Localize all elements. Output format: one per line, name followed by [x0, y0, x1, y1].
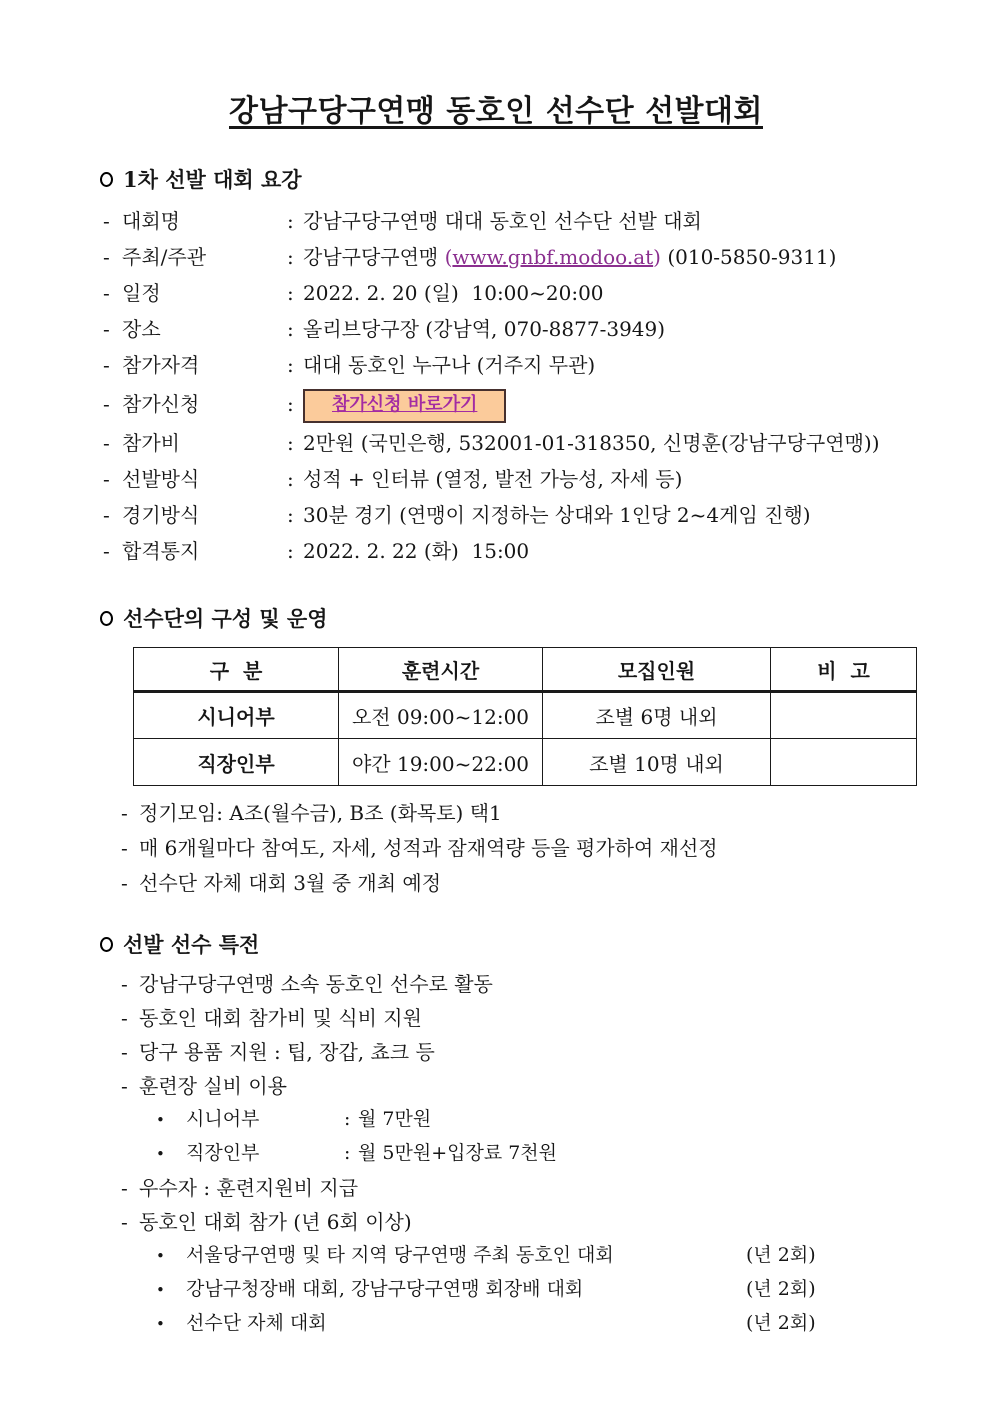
cell-size: 조별 6명 내외: [543, 692, 771, 739]
training-fee-worker: • 직장인부 : 월 5만원+입장료 7천원: [100, 1137, 932, 1171]
cell-note: [771, 739, 917, 786]
dash-marker: -: [103, 392, 110, 416]
benefit-item: - 동호인 대회 참가비 및 식비 지원: [100, 1001, 932, 1035]
cell-note: [771, 692, 917, 739]
note-row: - 정기모임: A조(월수금), B조 (화목토) 택1: [100, 796, 932, 831]
benefit-item: - 우수자 : 훈련지원비 지급: [100, 1171, 932, 1205]
dash-marker: -: [121, 972, 128, 996]
dash-marker: -: [103, 503, 110, 527]
benefit-item-training-fee: - 훈련장 실비 이용: [100, 1069, 932, 1103]
dash-marker: -: [121, 1210, 128, 1234]
dash-marker: -: [103, 431, 110, 455]
open-circle-icon: [100, 611, 113, 626]
section2-heading-label: 선수단의 구성 및 운영: [123, 606, 328, 631]
bullet-marker: •: [156, 1111, 165, 1129]
section2-heading: [100, 605, 932, 633]
dash-marker: -: [121, 836, 128, 860]
event-item: • 선수단 자체 대회 (년 2회): [100, 1307, 932, 1341]
page-title: 강남구당구연맹 동호인 선수단 선발대회: [229, 94, 763, 129]
dash-marker: -: [121, 1074, 128, 1098]
info-row-result-notice: - 합격통지 : 2022. 2. 22 (화) 15:00: [100, 533, 932, 569]
col-header-group: 구 분: [134, 648, 339, 692]
note-row: - 매 6개월마다 참여도, 자세, 성적과 잠재역량 등을 평가하여 재선정: [100, 831, 932, 866]
dash-marker: -: [121, 871, 128, 895]
document-body: [0, 166, 992, 1341]
table-header-row: [134, 648, 917, 692]
event-count: (년 2회): [746, 1244, 816, 1266]
team-structure-table: [133, 647, 917, 786]
info-row-schedule: - 일정 : 2022. 2. 20 (일) 10:00~20:00: [100, 275, 932, 311]
cell-time: 오전 09:00~12:00: [339, 692, 543, 739]
col-header-remarks: 비 고: [771, 648, 917, 692]
section3-benefit-list: [100, 967, 932, 1341]
info-row-selection-method: - 선발방식 : 성적 + 인터뷰 (열정, 발전 가능성, 자세 등): [100, 461, 932, 497]
event-item: • 강남구청장배 대회, 강남구당구연맹 회장배 대회 (년 2회): [100, 1273, 932, 1307]
section1-info-list: [100, 203, 932, 569]
cell-size: 조별 10명 내외: [543, 739, 771, 786]
note-row: - 선수단 자체 대회 3월 중 개최 예정: [100, 866, 932, 901]
section3-heading: [100, 931, 932, 959]
bullet-marker: •: [156, 1315, 165, 1333]
section2-notes: [100, 796, 932, 901]
open-circle-icon: [100, 937, 113, 952]
dash-marker: -: [121, 1006, 128, 1030]
dash-marker: -: [103, 353, 110, 377]
cell-time: 야간 19:00~22:00: [339, 739, 543, 786]
section1-heading: [100, 166, 932, 194]
bullet-marker: •: [156, 1145, 165, 1163]
info-row-eligibility: - 참가자격 : 대대 동호인 누구나 (거주지 무관): [100, 347, 932, 383]
apply-button[interactable]: 참가신청 바로가기: [303, 389, 506, 423]
training-fee-senior: • 시니어부 : 월 7만원: [100, 1103, 932, 1137]
dash-marker: -: [121, 1040, 128, 1064]
benefit-item: - 강남구당구연맹 소속 동호인 선수로 활동: [100, 967, 932, 1001]
bullet-marker: •: [156, 1281, 165, 1299]
event-count: (년 2회): [746, 1312, 816, 1334]
info-row-apply: - 참가신청 : 참가신청 바로가기: [100, 383, 932, 425]
table-row-senior: [134, 692, 917, 739]
info-row-fee: - 참가비 : 2만원 (국민은행, 532001-01-318350, 신명훈(강남구당구연맹)): [100, 425, 932, 461]
cell-group: 시니어부: [134, 692, 339, 739]
dash-marker: -: [103, 209, 110, 233]
col-header-training-time: 훈련시간: [339, 648, 543, 692]
table-row-worker: [134, 739, 917, 786]
dash-marker: -: [103, 539, 110, 563]
info-row-venue: - 장소 : 올리브당구장 (강남역, 070-8877-3949): [100, 311, 932, 347]
event-count: (년 2회): [746, 1278, 816, 1300]
info-row-host: - 주최/주관 : 강남구당구연맹 (www.gnbf.modoo.at) (010-5850-9311): [100, 239, 932, 275]
cell-group: 직장인부: [134, 739, 339, 786]
title-bar: [0, 0, 992, 130]
bullet-marker: •: [156, 1247, 165, 1265]
open-circle-icon: [100, 172, 113, 187]
dash-marker: -: [103, 245, 110, 269]
section3-heading-label: 선발 선수 특전: [123, 932, 260, 957]
dash-marker: -: [103, 467, 110, 491]
dash-marker: -: [103, 317, 110, 341]
col-header-capacity: 모집인원: [543, 648, 771, 692]
dash-marker: -: [121, 1176, 128, 1200]
website-link[interactable]: www.gnbf.modoo.at: [452, 245, 654, 269]
dash-marker: -: [103, 281, 110, 305]
section1-heading-label: 1차 선발 대회 요강: [123, 167, 302, 192]
info-row-match-format: - 경기방식 : 30분 경기 (연맹이 지정하는 상대와 1인당 2~4게임 진행): [100, 497, 932, 533]
benefit-item: - 당구 용품 지원 : 팁, 장갑, 쵸크 등: [100, 1035, 932, 1069]
info-row-event-name: - 대회명 : 강남구당구연맹 대대 동호인 선수단 선발 대회: [100, 203, 932, 239]
event-item: • 서울당구연맹 및 타 지역 당구연맹 주최 동호인 대회 (년 2회): [100, 1239, 932, 1273]
benefit-item-events: - 동호인 대회 참가 (년 6회 이상): [100, 1205, 932, 1239]
dash-marker: -: [121, 801, 128, 825]
